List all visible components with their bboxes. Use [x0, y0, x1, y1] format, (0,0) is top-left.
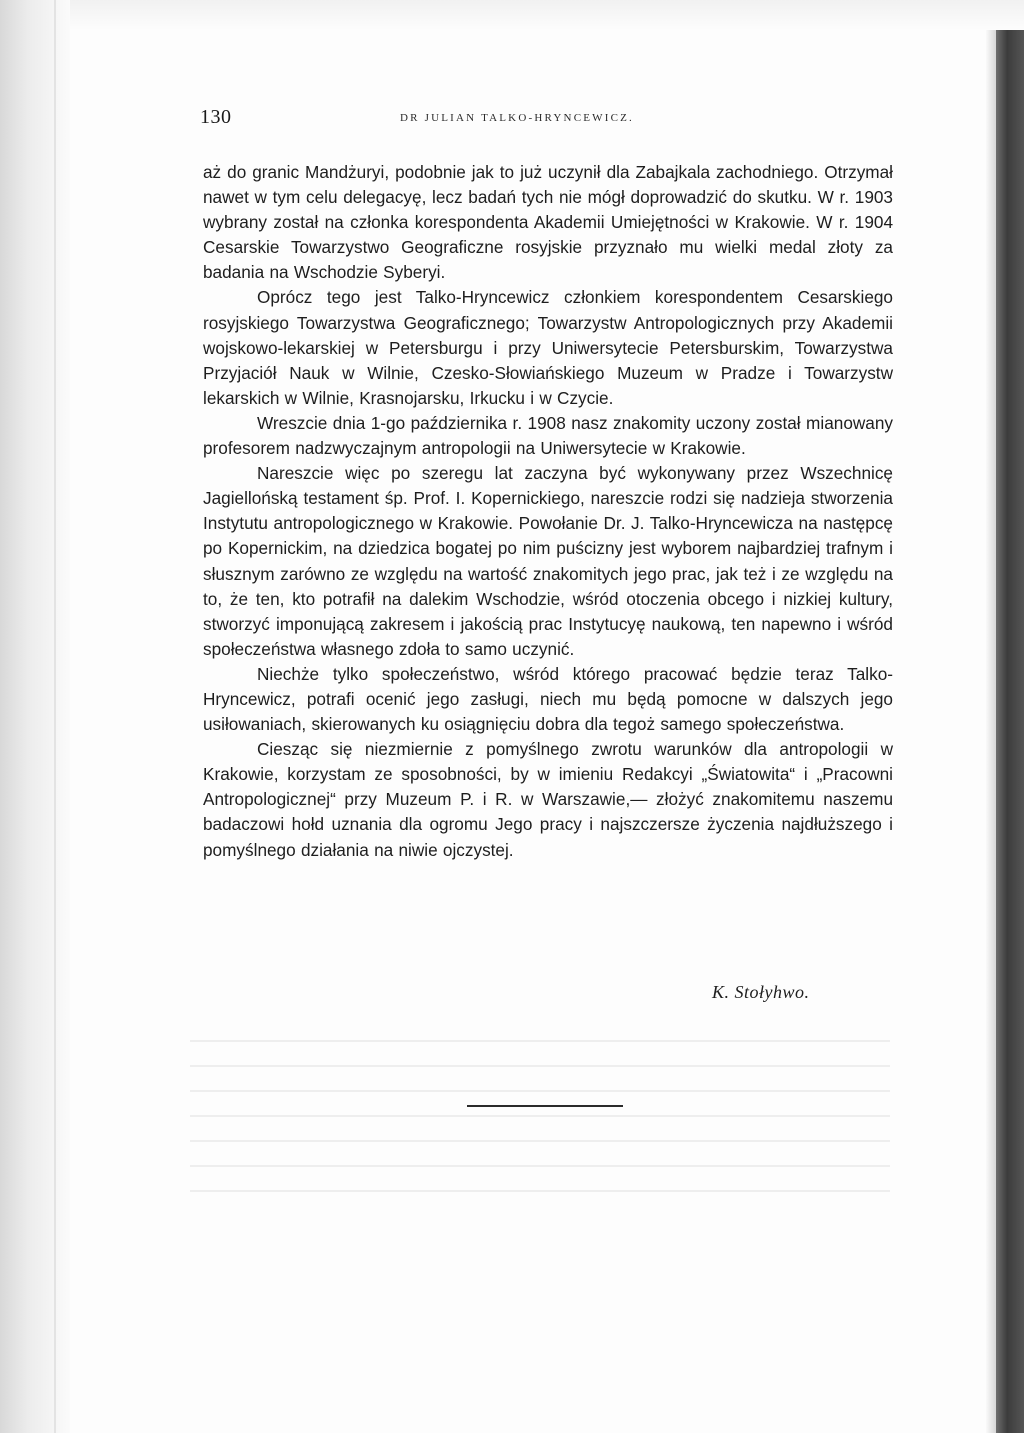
paragraph: Wreszcie dnia 1-go października r. 1908 nasz znakomity uczony został mianowany profesorem nadzwyczajnym antropologii na Uniwersytecie w Krakowie. — [203, 412, 893, 459]
page-number: 130 — [200, 106, 232, 128]
page-edge-line — [54, 0, 56, 1433]
section-rule — [467, 1105, 623, 1107]
binding-shadow — [0, 0, 70, 1433]
author-signature: K. Stołyhwo. — [712, 982, 810, 1002]
running-head: DR JULIAN TALKO-HRYNCEWICZ. — [400, 112, 634, 124]
paragraph: Niechże tylko społeczeństwo, wśród którego pracować będzie teraz Talko-Hryncewicz, potrafi ocenić jego zasługi, niech mu będą pomocne w dalszych jego usiłowaniach, skierowanych ku osiągnięciu dobra dla tegoż samego społeczeństwa. — [203, 663, 893, 735]
paragraph: Nareszcie więc po szeregu lat zaczyna być wykonywany przez Wszechnicę Jagiellońską testament śp. Prof. I. Kopernickiego, nareszcie rodzi się nadzieja stworzenia Instytutu antropologicznego w Krakowie. Powołanie Dr. J. Talko-Hryncewicza na następcę po Kopernickim, na dziedzica bogatej po nim puścizny jest wyborem najbardziej trafnym i słusznym zarówno ze względu na wartość znakomitych jego prac, jak też i ze względu na to, że ten, kto potrafił na dalekim Wschodzie, wśród otoczenia obcego i nizkiej kultury, stworzyć imponującą zakresem i jakością prac Instytucyę naukową, ten napewno i wśród społeczeństwa własnego zdoła to samo uczynić. — [203, 463, 893, 659]
page-header — [200, 106, 900, 136]
page-gutter — [986, 30, 996, 1433]
top-shade — [0, 0, 1024, 30]
paragraph: Ciesząc się niezmiernie z pomyślnego zwrotu warunków dla antropologii w Krakowie, korzystam ze sposobności, by w imieniu Redakcyi „Światowita“ i „Pracowni Antropologicznej“ przy Muzeum P. i R. w Warszawie,— złożyć znakomitemu naszemu badaczowi hołd uznania dla ogromu Jego pracy i najszczersze życzenia najdłuższego i pomyślnego działania na niwie ojczystej. — [203, 739, 893, 860]
paragraph: Oprócz tego jest Talko-Hryncewicz członkiem korespondentem Cesarskiego rosyjskiego Towarzystwa Geograficznego; Towarzystw Antropologicznych przy Akademii wojskowo-lekarskiej w Petersburgu i przy Uniwersytecie Petersburskim, Towarzystwa Przyjaciół Nauk w Wilnie, Czesko-Słowiańskiego Muzeum w Pradze i Towarzystw lekarskich w Wilnie, Krasnojarsku, Irkucku i w Czycie. — [203, 287, 893, 408]
bleed-through-shadow — [190, 1040, 890, 1210]
dark-page-edge — [996, 30, 1024, 1433]
paragraph: aż do granic Mandżuryi, podobnie jak to już uczynił dla Zabajkala zachodniego. Otrzymał nawet w tym celu delegacyę, lecz badań tych nie mógł doprowadzić do skutku. W r. 1903 wybrany został na członka korespondenta Akademii Umiejętności w Krakowie. W r. 1904 Cesarskie Towarzystwo Geograficzne rosyjskie przyznało mu wielki medal złoty za badania na Wschodzie Syberyi. — [203, 162, 893, 283]
body-text — [203, 160, 893, 863]
